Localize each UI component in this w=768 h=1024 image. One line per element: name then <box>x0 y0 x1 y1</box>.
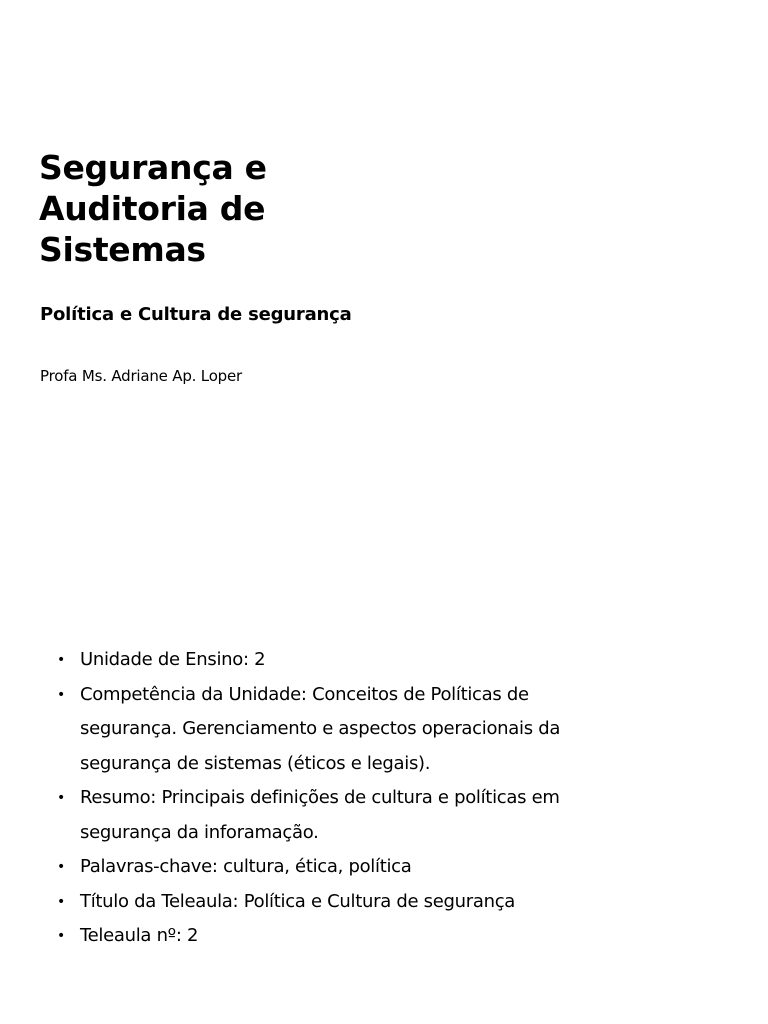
list-item-text: Competência da Unidade: Conceitos de Políticas de segurança. Gerenciamento e aspectos operacionais da segurança de sistemas (éticos e legais). <box>80 683 561 774</box>
list-item-text: Teleaula nº: 2 <box>80 925 199 946</box>
bullet-icon: • <box>57 893 65 910</box>
list-item-text: Título da Teleaula: Política e Cultura de segurança <box>80 890 516 912</box>
list-item-text: Palavras-chave: cultura, ética, política <box>80 856 412 877</box>
bullet-icon: • <box>57 790 65 806</box>
author-name: Profa Ms. Adriane Ap. Loper <box>40 367 242 385</box>
list-item-text: Unidade de Ensino: 2 <box>80 649 266 670</box>
list-item-titulo-teleaula <box>57 885 577 920</box>
document-subtitle: Política e Cultura de segurança <box>40 304 352 325</box>
list-item-teleaula-numero <box>57 919 577 954</box>
document-title: Segurança e Auditoria de Sistemas <box>39 148 267 269</box>
list-item-unidade <box>57 643 577 678</box>
list-item-palavras-chave <box>57 850 577 885</box>
list-item-resumo <box>57 781 577 850</box>
course-info-list <box>57 643 577 954</box>
bullet-icon: • <box>57 928 65 944</box>
list-item-competencia <box>57 678 577 782</box>
bullet-icon: • <box>57 652 65 668</box>
list-item-text: Resumo: Principais definições de cultura e políticas em segurança da inforamação. <box>80 787 560 843</box>
bullet-icon: • <box>57 859 65 875</box>
bullet-icon: • <box>57 686 65 703</box>
